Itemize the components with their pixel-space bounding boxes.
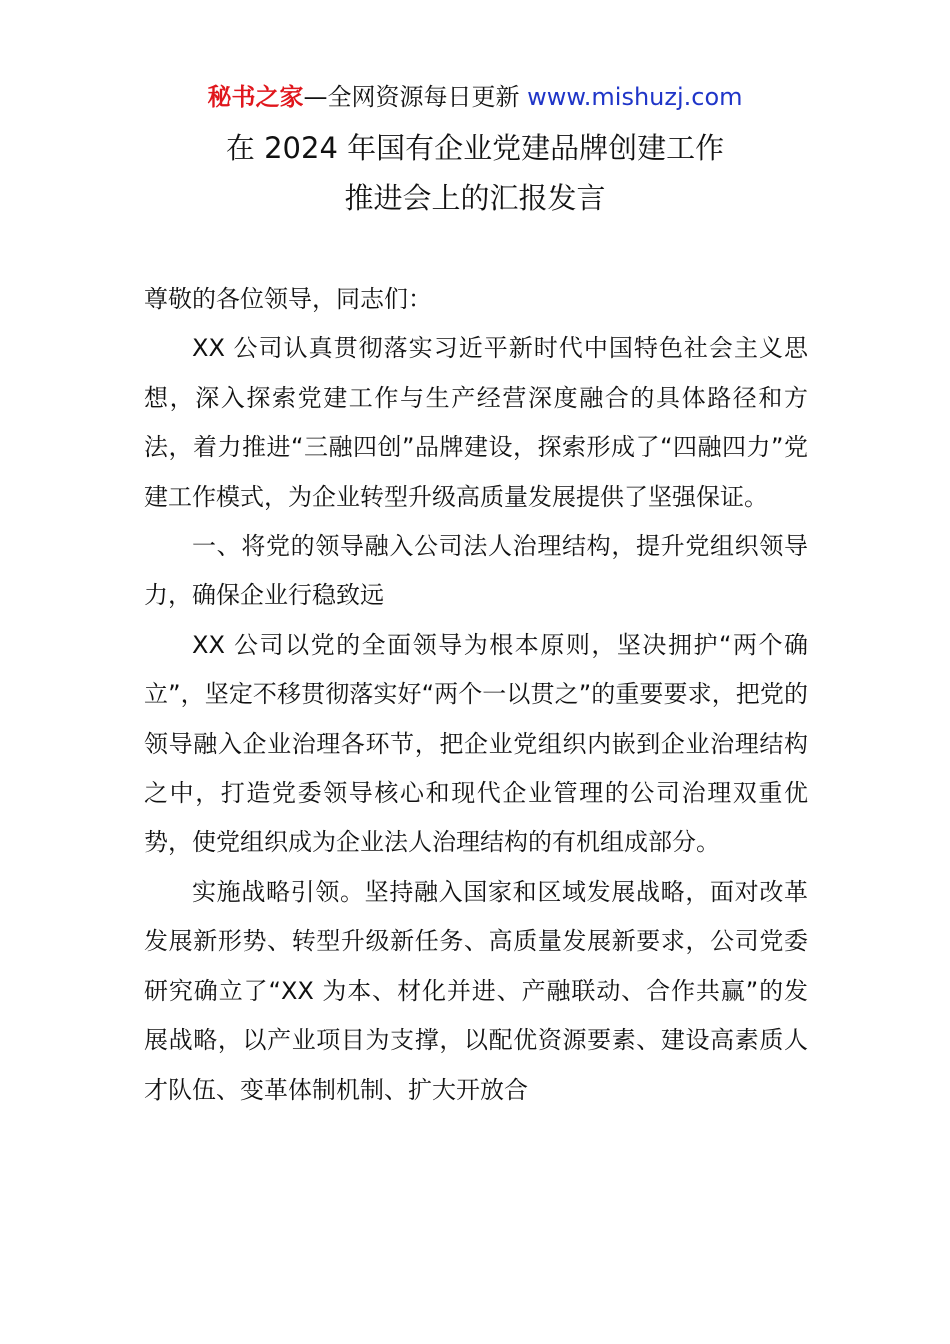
document-title-line-1: 在 2024 年国有企业党建品牌创建工作 [225,131,725,165]
site-url-link[interactable]: www.mishuzj.com [527,83,743,111]
salutation: 尊敬的各位领导，同志们： [144,285,432,313]
paragraph-strategy: 实施战略引领。坚持融入国家和区域发展战略，面对改革发展新形势、转型升级新任务、高质量发展新要求，公司党委研究确立了“XX 为本、材化并进、产融联动、合作共赢”的发展战略，以产业项目为支撑，以配优资源要素、建设高素质人才队伍、变革体制机制、扩大开放合 [144,877,808,1104]
section-heading-1: 一、将党的领导融入公司法人治理结构，提升党组织领导力，确保企业行稳致远 [144,532,808,610]
document-body [144,275,808,1115]
site-brand: 秘书之家 [207,83,304,111]
paragraph-section-1: XX 公司以党的全面领导为根本原则，坚决拥护“两个确立”，坚定不移贯彻落实好“两个一以贯之”的重要要求，把党的领导融入企业治理各环节，把企业党组织内嵌到企业治理结构之中，打造党委领导核心和现代企业管理的公司治理双重优势，使党组织成为企业法人治理结构的有机组成部分。 [144,630,808,857]
document-title-line-2: 推进会上的汇报发言 [344,181,606,215]
site-slogan: —全网资源每日更新 [303,83,528,111]
site-header [0,80,950,114]
paragraph-intro: XX 公司认真贯彻落实习近平新时代中国特色社会主义思想，深入探索党建工作与生产经营深度融合的具体路径和方法，着力推进“三融四创”品牌建设，探索形成了“四融四力”党建工作模式，为企业转型升级高质量发展提供了坚强保证。 [144,334,808,511]
